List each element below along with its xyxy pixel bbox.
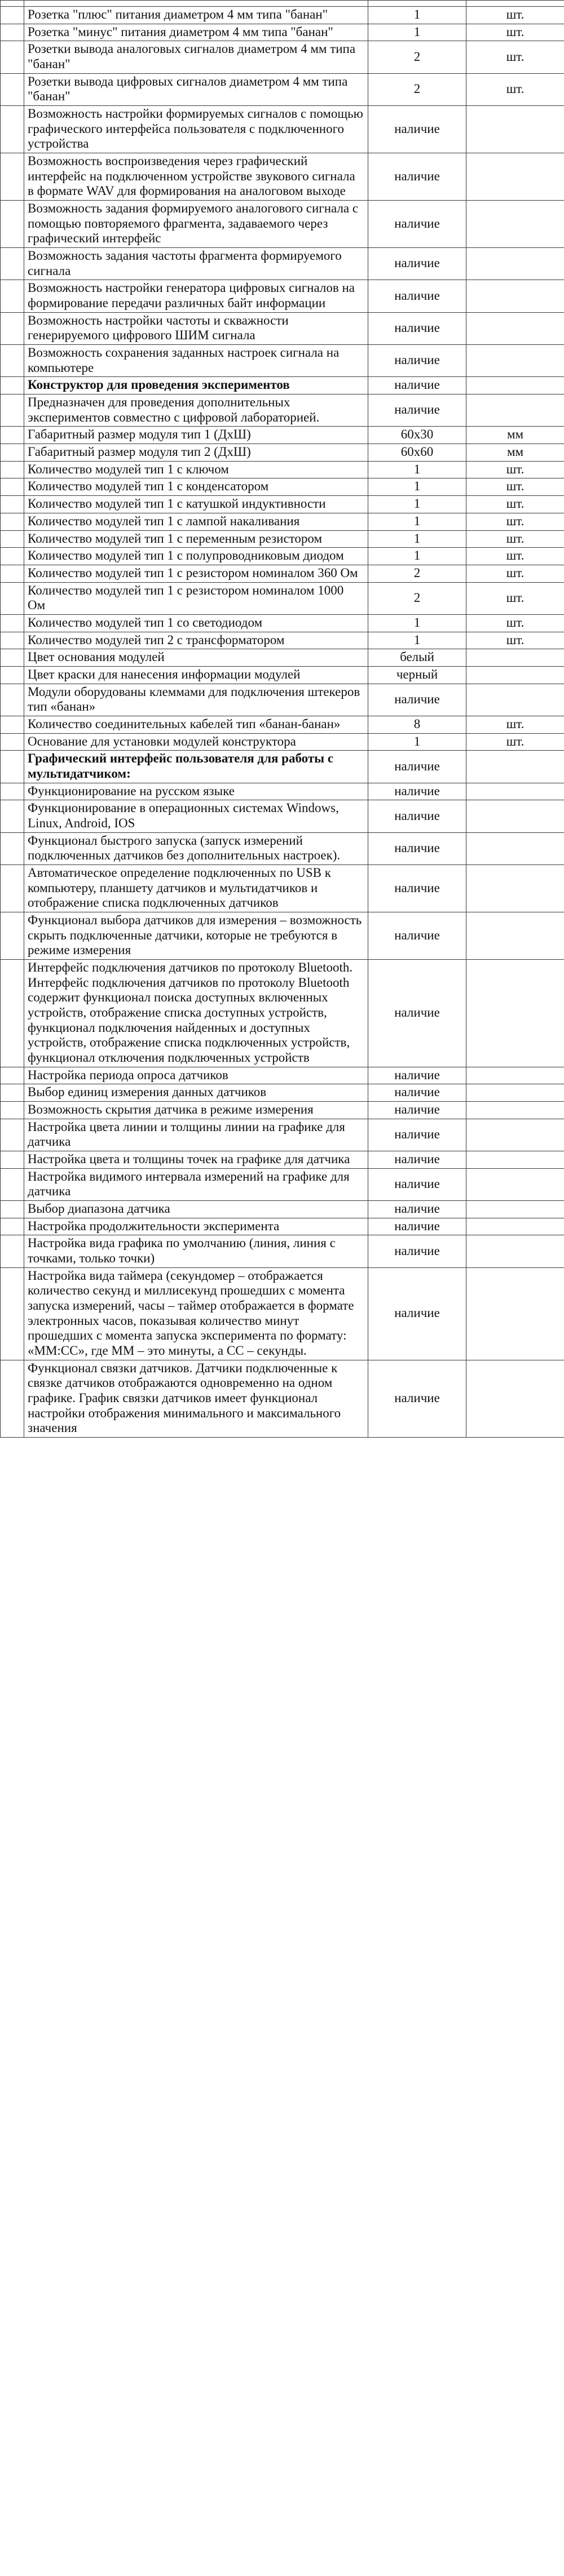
table-row [1,1067,564,1084]
table-row [1,461,564,478]
unit-cell [466,280,564,312]
parameter-value-cell: черный [368,666,466,684]
row-number-cell [1,1168,24,1200]
table-row [1,565,564,582]
parameter-value-cell: наличие [368,800,466,832]
parameter-name-cell: Возможность воспроизведения через графический интерфейс на подключенном устройстве звукового сигнала в формате WAV для формирования на аналоговом выходе [24,153,368,201]
parameter-name-cell: Предназначен для проведения дополнительных экспериментов совместно с цифровой лабораторией. [24,394,368,427]
parameter-value-cell: 8 [368,716,466,733]
row-number-cell [1,444,24,462]
parameter-name-cell: Розетки вывода цифровых сигналов диаметром 4 мм типа "банан" [24,73,368,105]
parameter-name-cell: Функционал быстрого запуска (запуск измерений подключенных датчиков без дополнительных настроек). [24,832,368,864]
unit-cell [466,106,564,153]
table-row [1,513,564,530]
table-row [1,478,564,496]
row-number-cell [1,280,24,312]
unit-cell [466,1119,564,1151]
unit-cell [466,1218,564,1235]
table-row [1,1119,564,1151]
parameter-name-cell: Настройка видимого интервала измерений на графике для датчика [24,1168,368,1200]
unit-cell [466,959,564,1067]
parameter-name-cell: Габаритный размер модуля тип 2 (ДхШ) [24,444,368,462]
table-row [1,1084,564,1102]
row-number-cell [1,684,24,716]
unit-cell [466,1201,564,1218]
table-row [1,733,564,751]
row-number-cell [1,832,24,864]
row-number-cell [1,1201,24,1218]
table-row [1,377,564,394]
parameter-value-cell: 1 [368,513,466,530]
table-row [1,684,564,716]
unit-cell [466,248,564,280]
table-row [1,649,564,667]
parameter-value-cell: наличие [368,248,466,280]
row-number-cell [1,1102,24,1119]
unit-cell [466,153,564,201]
parameter-value-cell: наличие [368,1360,466,1437]
parameter-value-cell: наличие [368,864,466,912]
unit-cell [466,312,564,344]
table-row [1,394,564,427]
table-row [1,1218,564,1235]
parameter-value-cell: наличие [368,201,466,248]
row-number-cell [1,1067,24,1084]
parameter-value-cell: наличие [368,280,466,312]
row-number-cell [1,1235,24,1267]
parameter-value-cell: наличие [368,1119,466,1151]
unit-cell [466,684,564,716]
parameter-value-cell: наличие [368,394,466,427]
unit-cell: шт. [466,73,564,105]
unit-cell [466,1067,564,1084]
row-number-cell [1,478,24,496]
parameter-name-cell: Возможность задания частоты фрагмента формируемого сигнала [24,248,368,280]
parameter-name-cell: Количество модулей тип 1 со светодиодом [24,614,368,632]
parameter-value-cell: белый [368,649,466,667]
row-number-cell [1,716,24,733]
row-number-cell [1,153,24,201]
table-row [1,248,564,280]
unit-cell: шт. [466,461,564,478]
unit-cell: шт. [466,632,564,649]
table-row [1,832,564,864]
row-number-cell [1,649,24,667]
unit-cell [466,201,564,248]
parameter-name-cell: Функционирование на русском языке [24,783,368,800]
unit-cell: шт. [466,478,564,496]
parameter-name-cell: Количество модулей тип 2 с трансформатором [24,632,368,649]
row-number-cell [1,582,24,614]
specification-table-body [1,1,564,1438]
table-row [1,530,564,548]
table-row [1,41,564,73]
parameter-name-cell: Автоматическое определение подключенных по USB к компьютеру, планшету датчиков и мультидатчиков и отображение списка подключенных датчиков [24,864,368,912]
table-row [1,800,564,832]
parameter-value-cell: 2 [368,73,466,105]
table-row [1,1235,564,1267]
unit-cell [466,912,564,959]
parameter-name-cell: Количество модулей тип 1 с полупроводниковым диодом [24,548,368,565]
row-number-cell [1,1084,24,1102]
table-row [1,1151,564,1169]
row-number-cell [1,1267,24,1360]
parameter-value-cell: 60х60 [368,444,466,462]
parameter-value-cell: наличие [368,377,466,394]
table-row [1,548,564,565]
row-number-cell [1,312,24,344]
unit-cell [466,345,564,377]
parameter-name-cell: Возможность настройки формируемых сигналов с помощью графического интерфейса пользователя с подключенного устройства [24,106,368,153]
row-number-cell [1,1360,24,1437]
row-number-cell [1,548,24,565]
unit-cell: шт. [466,513,564,530]
parameter-name-cell: Количество соединительных кабелей тип «банан-банан» [24,716,368,733]
parameter-name-cell: Настройка цвета линии и толщины линии на графике для датчика [24,1119,368,1151]
row-number-cell [1,394,24,427]
row-number-cell [1,24,24,41]
parameter-name-cell: Возможность настройки частоты и скважности генерируемого цифрового ШИМ сигнала [24,312,368,344]
parameter-value-cell: наличие [368,959,466,1067]
cut-off-cell [24,1,368,7]
row-number-cell [1,248,24,280]
row-number-cell [1,565,24,582]
unit-cell: шт. [466,41,564,73]
table-row [1,1201,564,1218]
parameter-name-cell: Розетка "плюс" питания диаметром 4 мм типа "банан" [24,7,368,24]
unit-cell [466,1102,564,1119]
parameter-name-cell: Количество модулей тип 1 с ключом [24,461,368,478]
parameter-value-cell: 1 [368,496,466,513]
parameter-value-cell: 60х30 [368,427,466,444]
row-number-cell [1,496,24,513]
parameter-name-cell: Количество модулей тип 1 с переменным резистором [24,530,368,548]
table-row [1,1267,564,1360]
parameter-name-cell: Выбор диапазона датчика [24,1201,368,1218]
parameter-name-cell: Функционал выбора датчиков для измерения – возможность скрыть подключенные датчики, которые не требуются в режиме измерения [24,912,368,959]
unit-cell [466,649,564,667]
parameter-value-cell: наличие [368,1151,466,1169]
table-row [1,7,564,24]
unit-cell [466,394,564,427]
parameter-value-cell: наличие [368,1201,466,1218]
parameter-value-cell: 2 [368,565,466,582]
row-number-cell [1,864,24,912]
table-row [1,444,564,462]
parameter-name-cell: Возможность сохранения заданных настроек сигнала на компьютере [24,345,368,377]
parameter-value-cell: 1 [368,733,466,751]
unit-cell: шт. [466,716,564,733]
unit-cell [466,1235,564,1267]
table-row [1,153,564,201]
row-number-cell [1,530,24,548]
unit-cell [466,832,564,864]
unit-cell [466,1084,564,1102]
parameter-name-cell: Возможность настройки генератора цифровых сигналов на формирование передачи различных байт информации [24,280,368,312]
parameter-value-cell: наличие [368,1168,466,1200]
parameter-name-cell: Функционирование в операционных системах Windows, Linux, Android, IOS [24,800,368,832]
parameter-name-cell: Цвет краски для нанесения информации модулей [24,666,368,684]
table-row [1,751,564,783]
table-row [1,345,564,377]
parameter-name-cell: Цвет основания модулей [24,649,368,667]
unit-cell [466,783,564,800]
row-number-cell [1,751,24,783]
parameter-name-cell: Настройка вида таймера (секундомер – отображается количество секунд и миллисекунд прошедших с момента запуска измерений, часы – таймер отображается в формате электронных часов, показывая количество минут прошедших с момента запуска эксперимента по формату: «ММ:СС», где ММ – это минуты, а СС – секунды. [24,1267,368,1360]
table-row [1,201,564,248]
table-row [1,614,564,632]
table-row [1,912,564,959]
row-number-cell [1,912,24,959]
row-number-cell [1,345,24,377]
parameter-name-cell: Настройка цвета и толщины точек на графике для датчика [24,1151,368,1169]
row-number-cell [1,41,24,73]
row-number-cell [1,461,24,478]
table-row [1,1168,564,1200]
unit-cell: мм [466,427,564,444]
parameter-name-cell: Розетки вывода аналоговых сигналов диаметром 4 мм типа "банан" [24,41,368,73]
table-row [1,427,564,444]
row-number-cell [1,959,24,1067]
parameter-name-cell: Интерфейс подключения датчиков по протоколу Bluetooth. Интерфейс подключения датчиков по протоколу Bluetooth содержит функционал поиска доступных включенных устройств, отображение списка доступных устройств, функционал подключения найденных и доступных устройств, отображение списка подключенных устройств, функционал отключения подключенных устройств [24,959,368,1067]
unit-cell: шт. [466,582,564,614]
table-row [1,24,564,41]
table-row [1,582,564,614]
row-number-cell [1,1119,24,1151]
parameter-name-cell: Возможность скрытия датчика в режиме измерения [24,1102,368,1119]
row-number-cell [1,427,24,444]
parameter-value-cell: 1 [368,548,466,565]
parameter-name-cell: Количество модулей тип 1 с резистором номиналом 1000 Ом [24,582,368,614]
row-number-cell [1,1218,24,1235]
unit-cell [466,377,564,394]
parameter-name-cell: Количество модулей тип 1 с резистором номиналом 360 Ом [24,565,368,582]
table-row [1,632,564,649]
row-number-cell [1,73,24,105]
unit-cell [466,1151,564,1169]
parameter-value-cell: наличие [368,1218,466,1235]
parameter-value-cell: 1 [368,632,466,649]
parameter-value-cell: наличие [368,684,466,716]
parameter-value-cell: наличие [368,912,466,959]
row-number-cell [1,632,24,649]
parameter-name-cell: Настройка периода опроса датчиков [24,1067,368,1084]
table-row [1,716,564,733]
parameter-value-cell: 1 [368,530,466,548]
row-number-cell [1,1151,24,1169]
unit-cell [466,864,564,912]
table-row [1,1102,564,1119]
cut-off-cell [466,1,564,7]
unit-cell: шт. [466,548,564,565]
parameter-name-cell: Количество модулей тип 1 с конденсатором [24,478,368,496]
parameter-name-cell: Количество модулей тип 1 с катушкой индуктивности [24,496,368,513]
row-number-cell [1,666,24,684]
parameter-name-cell: Настройка вида графика по умолчанию (линия, линия с точками, только точки) [24,1235,368,1267]
parameter-name-cell: Конструктор для проведения экспериментов [24,377,368,394]
row-number-cell [1,106,24,153]
row-number-cell [1,783,24,800]
unit-cell: шт. [466,24,564,41]
parameter-value-cell: наличие [368,1067,466,1084]
parameter-value-cell: 1 [368,7,466,24]
unit-cell [466,1267,564,1360]
unit-cell [466,666,564,684]
parameter-name-cell: Количество модулей тип 1 с лампой накаливания [24,513,368,530]
parameter-value-cell: 1 [368,478,466,496]
row-number-cell [1,614,24,632]
parameter-value-cell: наличие [368,1102,466,1119]
table-row [1,959,564,1067]
row-number-cell [1,377,24,394]
parameter-value-cell: 1 [368,461,466,478]
parameter-name-cell: Розетка "минус" питания диаметром 4 мм типа "банан" [24,24,368,41]
table-row [1,312,564,344]
table-row [1,280,564,312]
row-number-cell [1,800,24,832]
unit-cell [466,751,564,783]
row-number-cell [1,513,24,530]
unit-cell: мм [466,444,564,462]
row-number-cell [1,1,24,7]
parameter-value-cell: наличие [368,783,466,800]
unit-cell [466,1360,564,1437]
unit-cell: шт. [466,496,564,513]
table-row [1,666,564,684]
unit-cell: шт. [466,733,564,751]
parameter-value-cell: наличие [368,832,466,864]
table-row [1,1360,564,1437]
parameter-value-cell: наличие [368,1235,466,1267]
parameter-value-cell: 2 [368,41,466,73]
parameter-name-cell: Графический интерфейс пользователя для работы с мультидатчиком: [24,751,368,783]
parameter-name-cell: Настройка продолжительности эксперимента [24,1218,368,1235]
table-top-strip [1,1,564,7]
unit-cell [466,1168,564,1200]
unit-cell [466,800,564,832]
parameter-name-cell: Основание для установки модулей конструктора [24,733,368,751]
parameter-name-cell: Выбор единиц измерения данных датчиков [24,1084,368,1102]
parameter-value-cell: наличие [368,153,466,201]
unit-cell: шт. [466,7,564,24]
parameter-name-cell: Функционал связки датчиков. Датчики подключенные к связке датчиков отображаются одновременно на одном графике. График связки датчиков имеет функционал настройки отображения минимального и максимального значения [24,1360,368,1437]
table-row [1,496,564,513]
table-row [1,106,564,153]
table-row [1,864,564,912]
parameter-value-cell: наличие [368,1267,466,1360]
unit-cell: шт. [466,565,564,582]
row-number-cell [1,733,24,751]
parameter-value-cell: 1 [368,614,466,632]
parameter-value-cell: 1 [368,24,466,41]
unit-cell: шт. [466,614,564,632]
parameter-value-cell: наличие [368,345,466,377]
parameter-value-cell: наличие [368,106,466,153]
table-row [1,783,564,800]
parameter-value-cell: наличие [368,1084,466,1102]
unit-cell: шт. [466,530,564,548]
cut-off-cell [368,1,466,7]
parameter-value-cell: 2 [368,582,466,614]
row-number-cell [1,7,24,24]
parameter-name-cell: Габаритный размер модуля тип 1 (ДхШ) [24,427,368,444]
parameter-value-cell: наличие [368,312,466,344]
table-row [1,73,564,105]
parameter-name-cell: Модули оборудованы клеммами для подключения штекеров тип «банан» [24,684,368,716]
parameter-name-cell: Возможность задания формируемого аналогового сигнала с помощью повторяемого фрагмента, задаваемого через графический интерфейс [24,201,368,248]
row-number-cell [1,201,24,248]
parameter-value-cell: наличие [368,751,466,783]
